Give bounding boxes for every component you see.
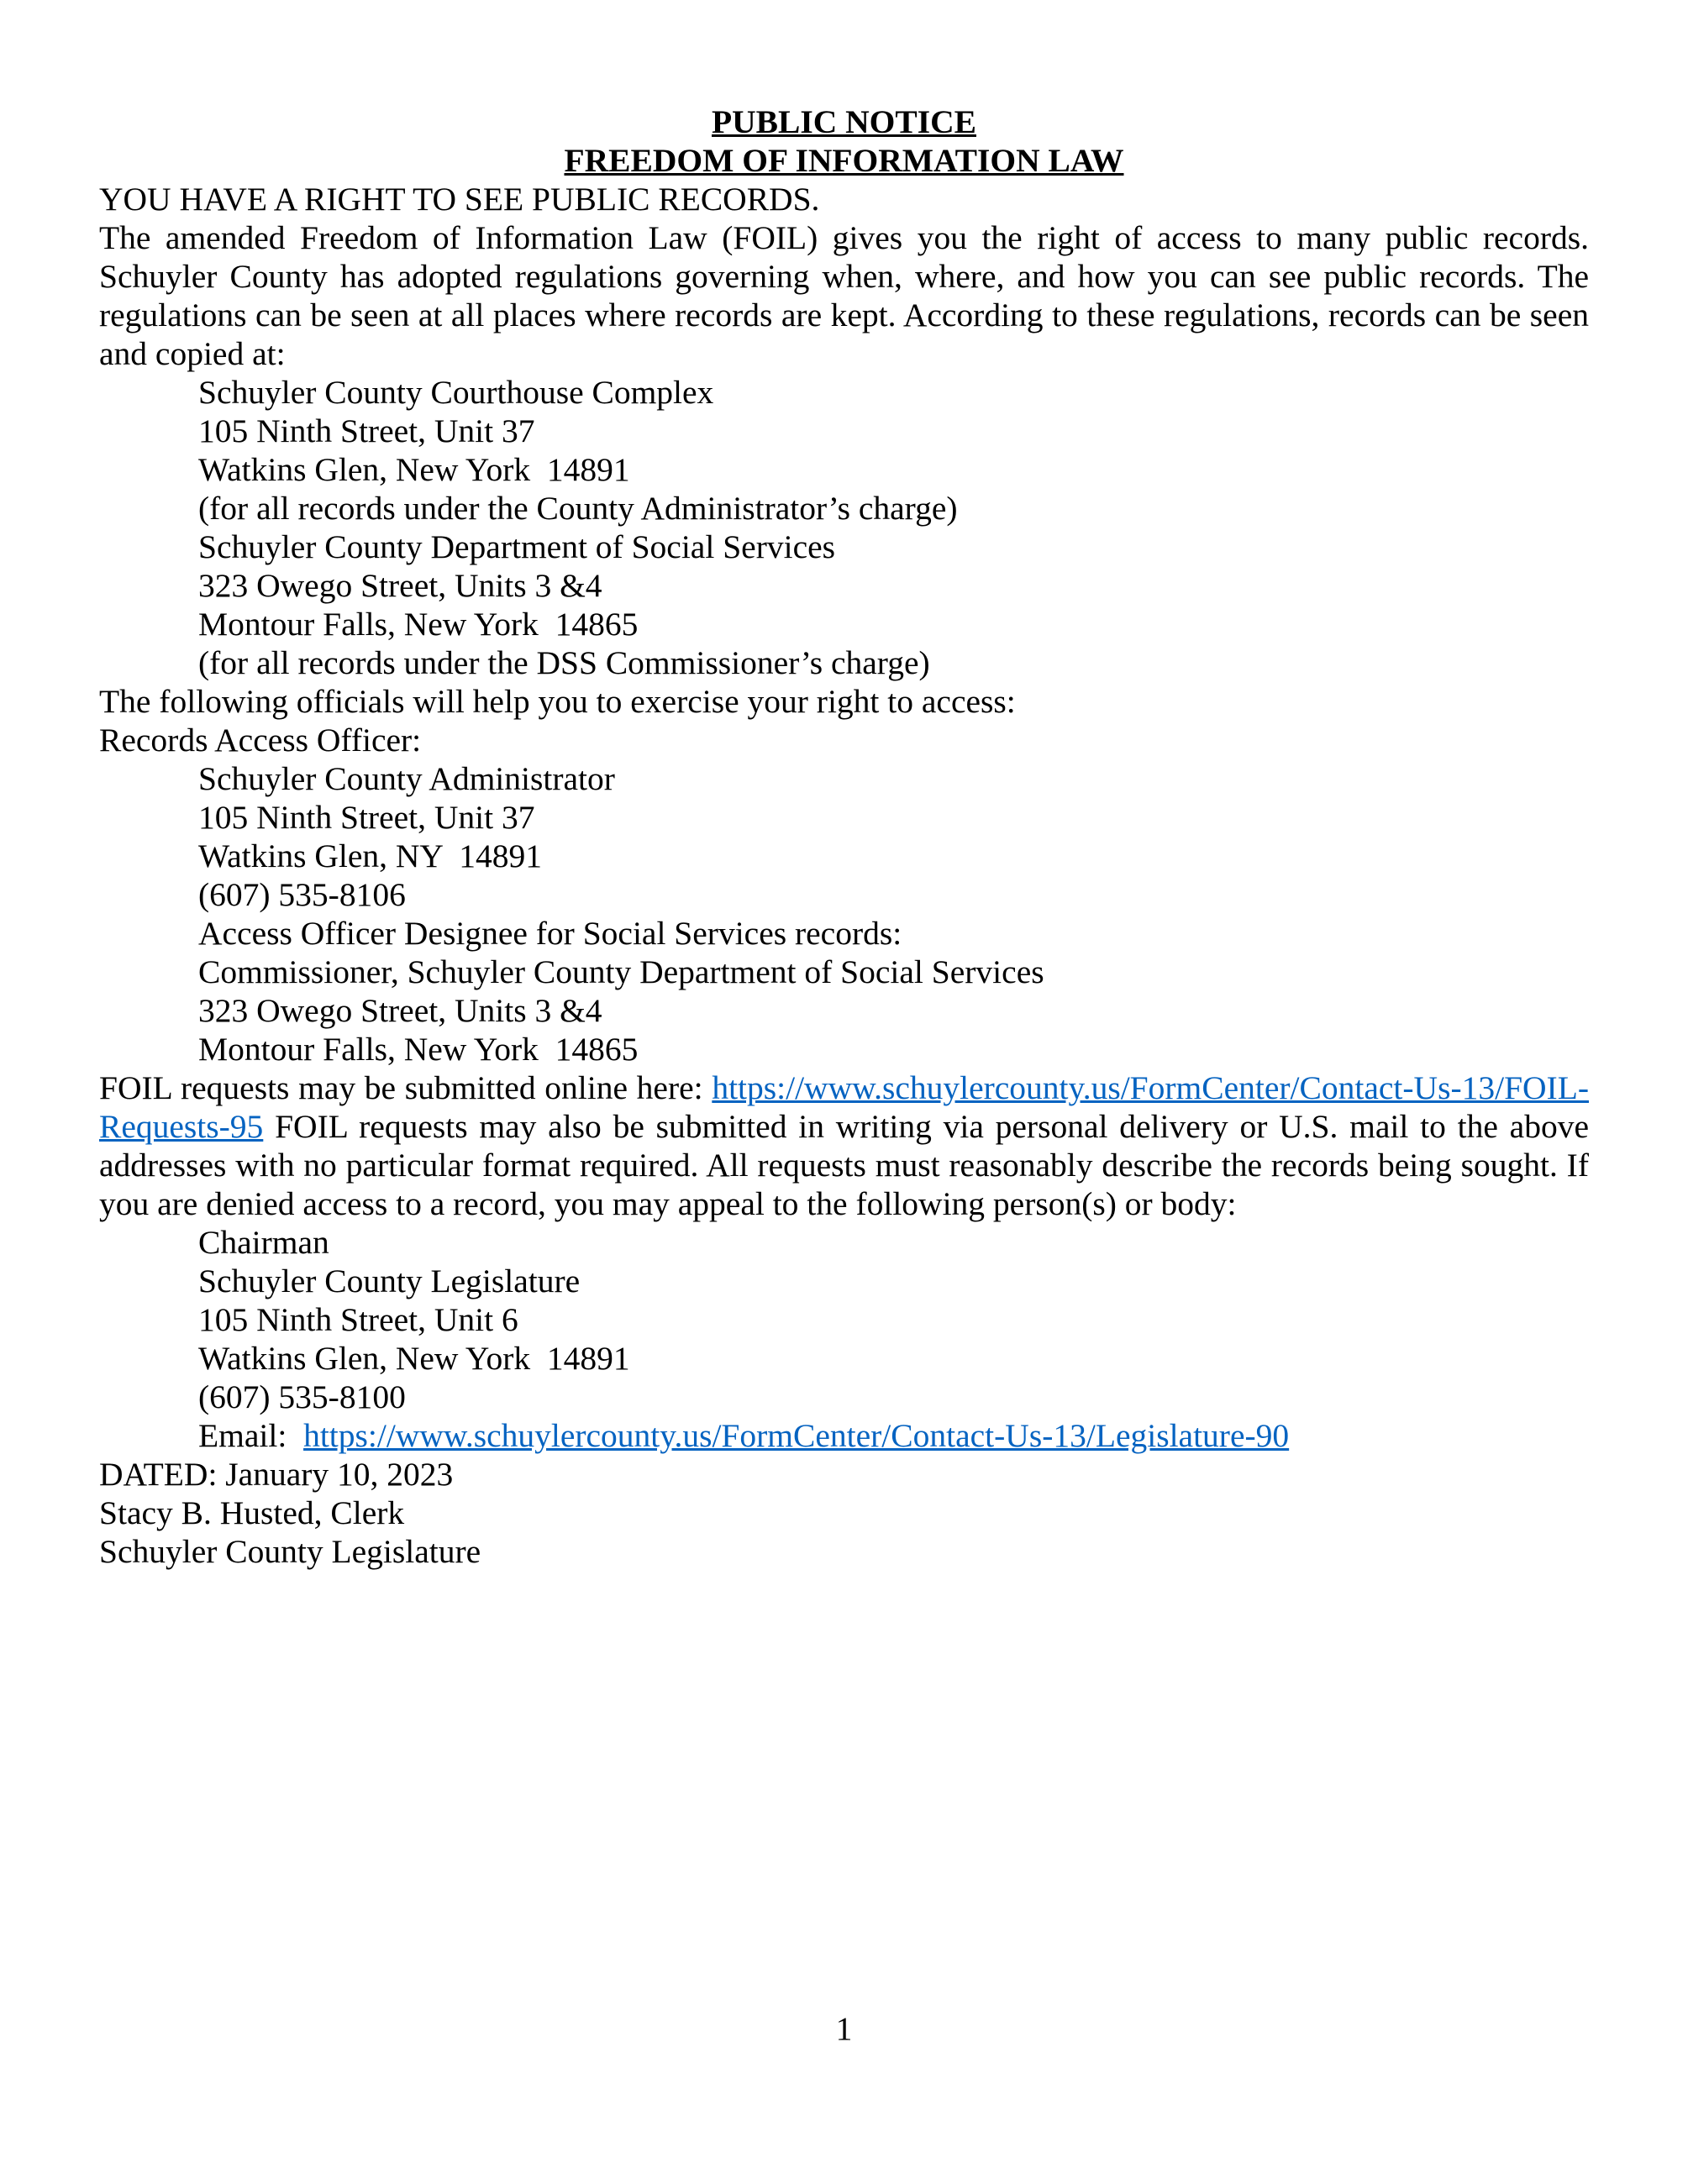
designee-line: Access Officer Designee for Social Services records:: [198, 915, 902, 952]
address-line: Schuyler County Courthouse Complex: [198, 374, 714, 411]
address-line: (for all records under the DSS Commissioner’s charge): [198, 644, 930, 681]
address-line: 105 Ninth Street, Unit 6: [198, 1301, 518, 1338]
intro-paragraph: The amended Freedom of Information Law (FOIL) gives you the right of access to many public records. Schuyler County has adopted regulations governing when, where, and how you can see public records. The regulations can be seen at all places where records are kept. According to these regulations, records can be seen and copied at:: [99, 219, 1589, 372]
rights-statement: YOU HAVE A RIGHT TO SEE PUBLIC RECORDS.: [99, 181, 820, 218]
address-line: Montour Falls, New York 14865: [198, 606, 639, 643]
address-line: 323 Owego Street, Units 3 &4: [198, 567, 602, 604]
email-label: Email:: [198, 1417, 304, 1454]
clerk-line: Stacy B. Husted, Clerk: [99, 1494, 405, 1531]
address-line: (for all records under the County Administrator’s charge): [198, 490, 958, 527]
officials-intro: [99, 682, 1589, 759]
chairman-title-line: Chairman: [198, 1224, 329, 1261]
foil-text-before-link: FOIL requests may be submitted online here:: [99, 1069, 713, 1106]
title-line-public-notice: PUBLIC NOTICE: [712, 103, 976, 140]
foil-requests-link[interactable]: https://www.schuylercounty.us/FormCenter/Contact-Us-13/FOIL-Requests-95: [99, 1069, 1589, 1145]
dss-address-block: [99, 528, 1589, 682]
phone-line: (607) 535-8100: [198, 1378, 406, 1415]
legislature-email-link[interactable]: https://www.schuylercounty.us/FormCenter/Contact-Us-13/Legislature-90: [303, 1417, 1290, 1454]
chairman-address-block: [99, 1223, 1589, 1455]
signature-block: [99, 1455, 1589, 1571]
email-line: [198, 1416, 1589, 1455]
page-number: 1: [835, 2010, 853, 2047]
records-officer-address-block: [99, 759, 1589, 914]
address-line: 105 Ninth Street, Unit 37: [198, 799, 535, 836]
phone-line: (607) 535-8106: [198, 876, 406, 913]
foil-requests-paragraph: [99, 1068, 1589, 1223]
officials-intro-line: The following officials will help you to exercise your right to access:: [99, 683, 1016, 720]
address-line: Watkins Glen, New York 14891: [198, 1340, 630, 1377]
address-line: 323 Owego Street, Units 3 &4: [198, 992, 602, 1029]
records-access-officer-label: Records Access Officer:: [99, 722, 422, 759]
title-line-foil: FREEDOM OF INFORMATION LAW: [564, 142, 1124, 179]
address-line: Watkins Glen, NY 14891: [198, 837, 542, 874]
address-line: Schuyler County Administrator: [198, 760, 615, 797]
dated-line: DATED: January 10, 2023: [99, 1456, 454, 1493]
courthouse-address-block: [99, 373, 1589, 528]
address-line: 105 Ninth Street, Unit 37: [198, 412, 535, 449]
document-title: [99, 102, 1589, 180]
address-line: Montour Falls, New York 14865: [198, 1031, 639, 1068]
address-line: Watkins Glen, New York 14891: [198, 451, 630, 488]
address-line: Commissioner, Schuyler County Department of Social Services: [198, 953, 1044, 990]
legislature-line: Schuyler County Legislature: [99, 1533, 481, 1570]
designee-address-block: [99, 914, 1589, 1068]
address-line: Schuyler County Legislature: [198, 1263, 581, 1299]
foil-text-after-link: FOIL requests may also be submitted in writing via personal delivery or U.S. mail to the above addresses with no particular format required. All requests must reasonably describe the records being sought. If you are denied access to a record, you may appeal to the following person(s) or body:: [99, 1108, 1589, 1222]
address-line: Schuyler County Department of Social Services: [198, 528, 836, 565]
